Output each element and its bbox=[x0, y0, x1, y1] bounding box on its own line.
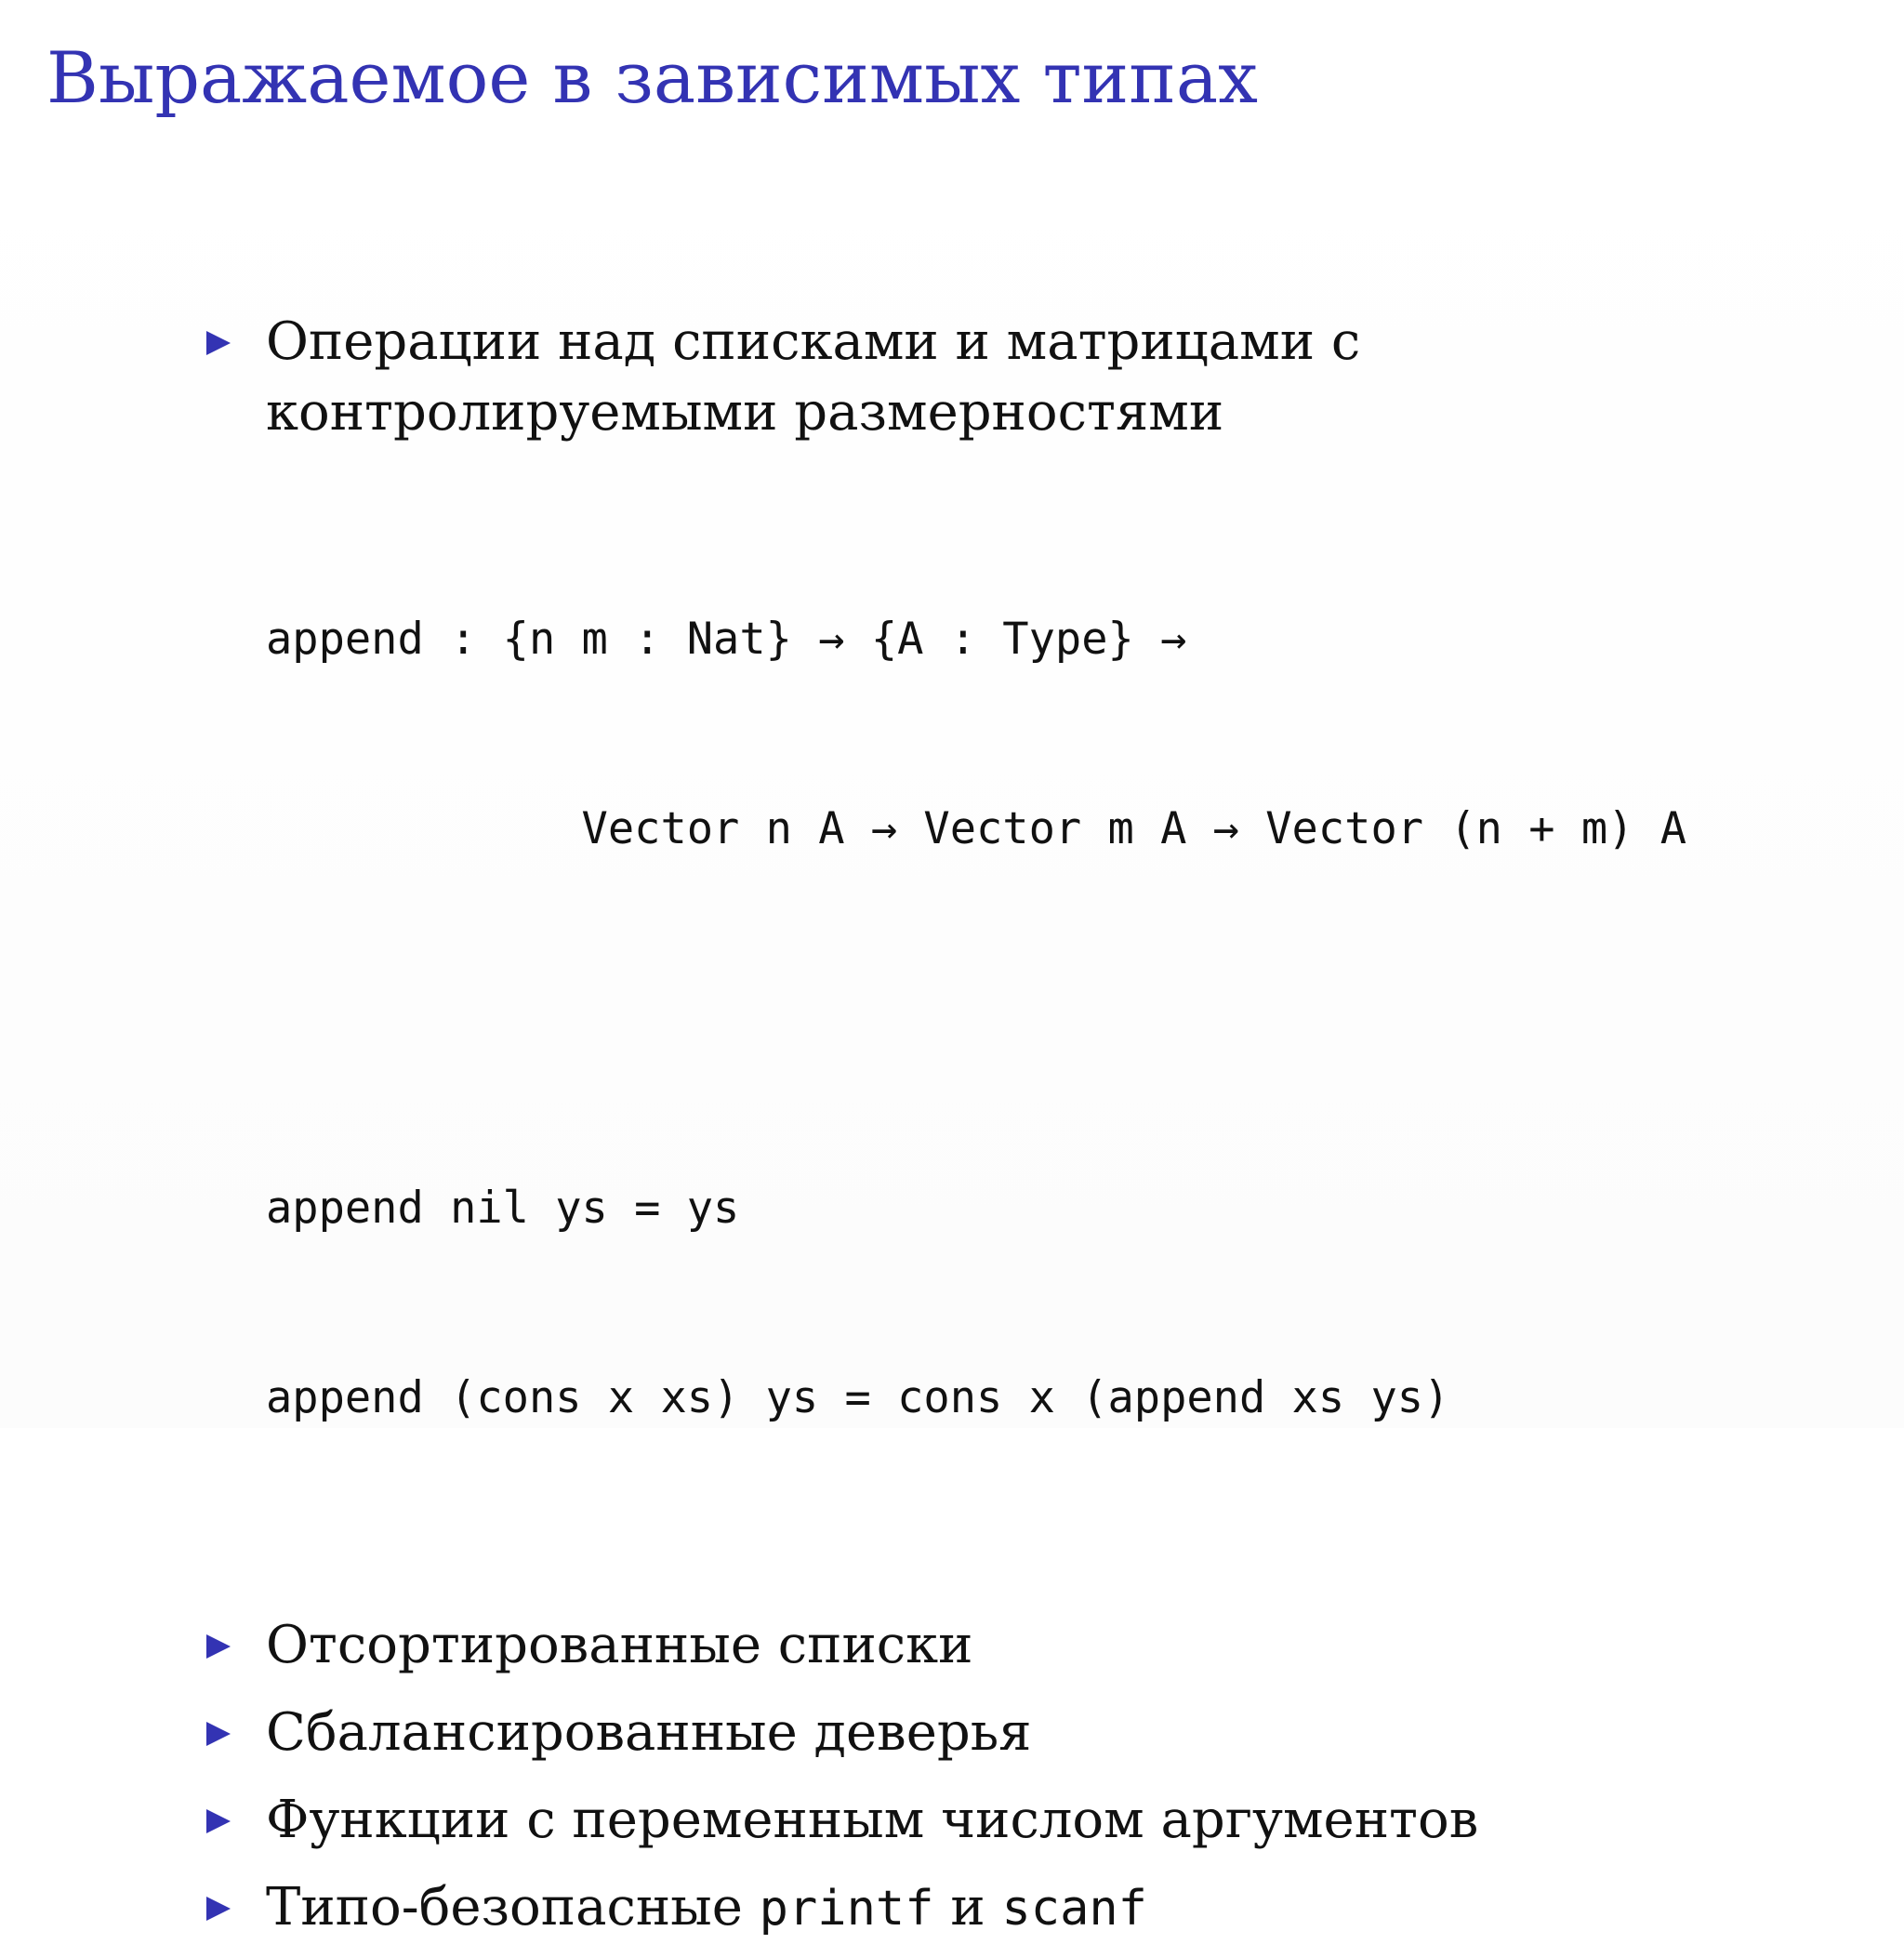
code-line: append (cons x xs) ys = cons x (append xs ys) bbox=[266, 1372, 1450, 1423]
triangle-bullet-icon bbox=[206, 1634, 231, 1659]
code-line: append nil ys = ys bbox=[266, 1183, 740, 1234]
bullet-text-line: контролируемыми размерностями bbox=[266, 382, 1224, 443]
code-block bbox=[203, 482, 1858, 1556]
bullet-text-conjunction: и bbox=[933, 1877, 1002, 1937]
bullet-item-sorted-lists bbox=[203, 1610, 1858, 1681]
triangle-bullet-icon bbox=[206, 1809, 231, 1833]
bullet-item-balanced-trees bbox=[203, 1698, 1858, 1768]
code-line: append : {n m : Nat} → {A : Type} → bbox=[266, 614, 1187, 665]
bullet-text: Сбалансированные деверья bbox=[266, 1702, 1032, 1763]
bullet-text: Отсортированные списки bbox=[266, 1615, 973, 1675]
bullet-text-line: Операции над списками и матрицами с bbox=[266, 311, 1361, 372]
bullet-item-variadic-functions bbox=[203, 1785, 1858, 1856]
triangle-bullet-icon bbox=[206, 1722, 231, 1746]
triangle-bullet-icon bbox=[206, 1897, 231, 1921]
bullet-item-type-safe-io bbox=[203, 1872, 1858, 1944]
bullet-text: Функции с переменным числом аргументов bbox=[266, 1790, 1479, 1850]
scanf-code: scanf bbox=[1001, 1881, 1147, 1937]
triangle-bullet-icon bbox=[206, 331, 231, 355]
bullet-item-operations bbox=[203, 307, 1858, 448]
code-line: Vector n A → Vector m A → Vector (n + m) A bbox=[266, 803, 1687, 854]
printf-code: printf bbox=[759, 1881, 934, 1937]
slide-content bbox=[203, 307, 1858, 1944]
bullet-text-prefix: Типо-безопасные bbox=[266, 1877, 760, 1937]
slide-title: Выражаемое в зависимых типах bbox=[46, 36, 1259, 119]
code-blank-line bbox=[266, 987, 1858, 1051]
